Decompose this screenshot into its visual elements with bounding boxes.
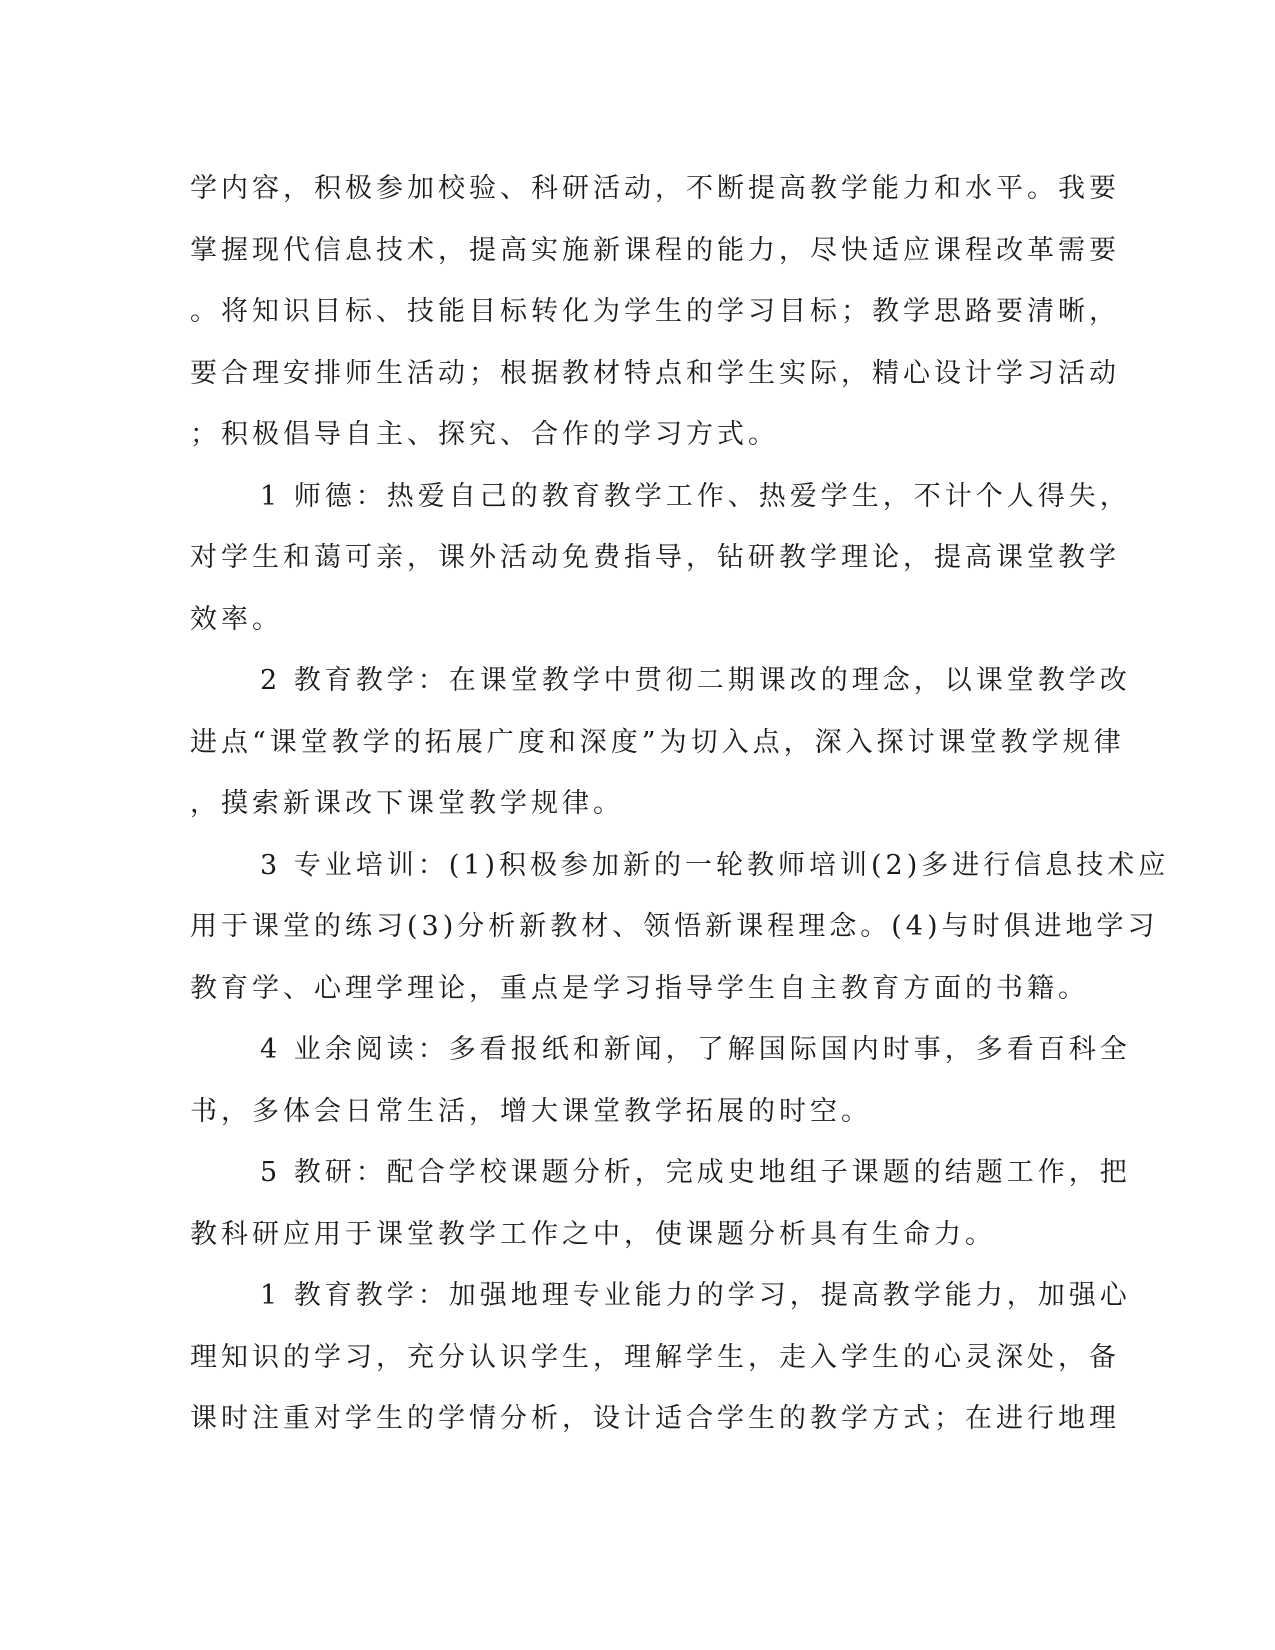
text-line: 进点“课堂教学的拓展广度和深度”为切入点，深入探讨课堂教学规律 bbox=[190, 726, 1125, 758]
text-line: 要合理安排师生活动；根据教材特点和学生实际，精心设计学习活动 bbox=[190, 357, 1120, 389]
text-line: 。将知识目标、技能目标转化为学生的学习目标；教学思路要清晰， bbox=[190, 296, 1120, 327]
text-line: 课时注重对学生的学情分析，设计适合学生的教学方式；在进行地理 bbox=[190, 1403, 1120, 1434]
paragraph-start-line: 4 业余阅读：多看报纸和新闻，了解国际国内时事，多看百科全 bbox=[260, 1034, 1131, 1065]
text-line: 对学生和蔼可亲，课外活动免费指导，钻研教学理论，提高课堂教学 bbox=[190, 542, 1120, 573]
text-line: 用于课堂的练习(3)分析新教材、领悟新课程理念。(4)与时俱进地学习 bbox=[190, 911, 1159, 942]
paragraph-start-line: 3 专业培训：(1)积极参加新的一轮教师培训(2)多进行信息技术应 bbox=[260, 849, 1170, 881]
text-line: 理知识的学习，充分认识学生，理解学生，走入学生的心灵深处，备 bbox=[190, 1341, 1120, 1373]
text-line: ，摸索新课改下课堂教学规律。 bbox=[190, 788, 624, 819]
paragraph-start-line: 1 师德：热爱自己的教育教学工作、热爱学生，不计个人得失， bbox=[260, 480, 1131, 512]
text-line: 教育学、心理学理论，重点是学习指导学生自主教育方面的书籍。 bbox=[190, 972, 1089, 1004]
text-line: ；积极倡导自主、探究、合作的学习方式。 bbox=[190, 419, 779, 450]
text-line: 书，多体会日常生活，增大课堂教学拓展的时空。 bbox=[190, 1095, 872, 1127]
paragraph-start-line: 1 教育教学：加强地理专业能力的学习，提高教学能力，加强心 bbox=[260, 1280, 1131, 1311]
paragraph-start-line: 2 教育教学：在课堂教学中贯彻二期课改的理念，以课堂教学改 bbox=[260, 665, 1131, 696]
text-line: 学内容，积极参加校验、科研活动，不断提高教学能力和水平。我要 bbox=[190, 173, 1120, 204]
document-body bbox=[190, 158, 1170, 1450]
text-line: 教科研应用于课堂教学工作之中，使课题分析具有生命力。 bbox=[190, 1218, 996, 1250]
text-line: 效率。 bbox=[190, 603, 283, 635]
text-line: 掌握现代信息技术，提高实施新课程的能力，尽快适应课程改革需要 bbox=[190, 234, 1120, 266]
paragraph-start-line: 5 教研：配合学校课题分析，完成史地组子课题的结题工作，把 bbox=[260, 1157, 1131, 1188]
